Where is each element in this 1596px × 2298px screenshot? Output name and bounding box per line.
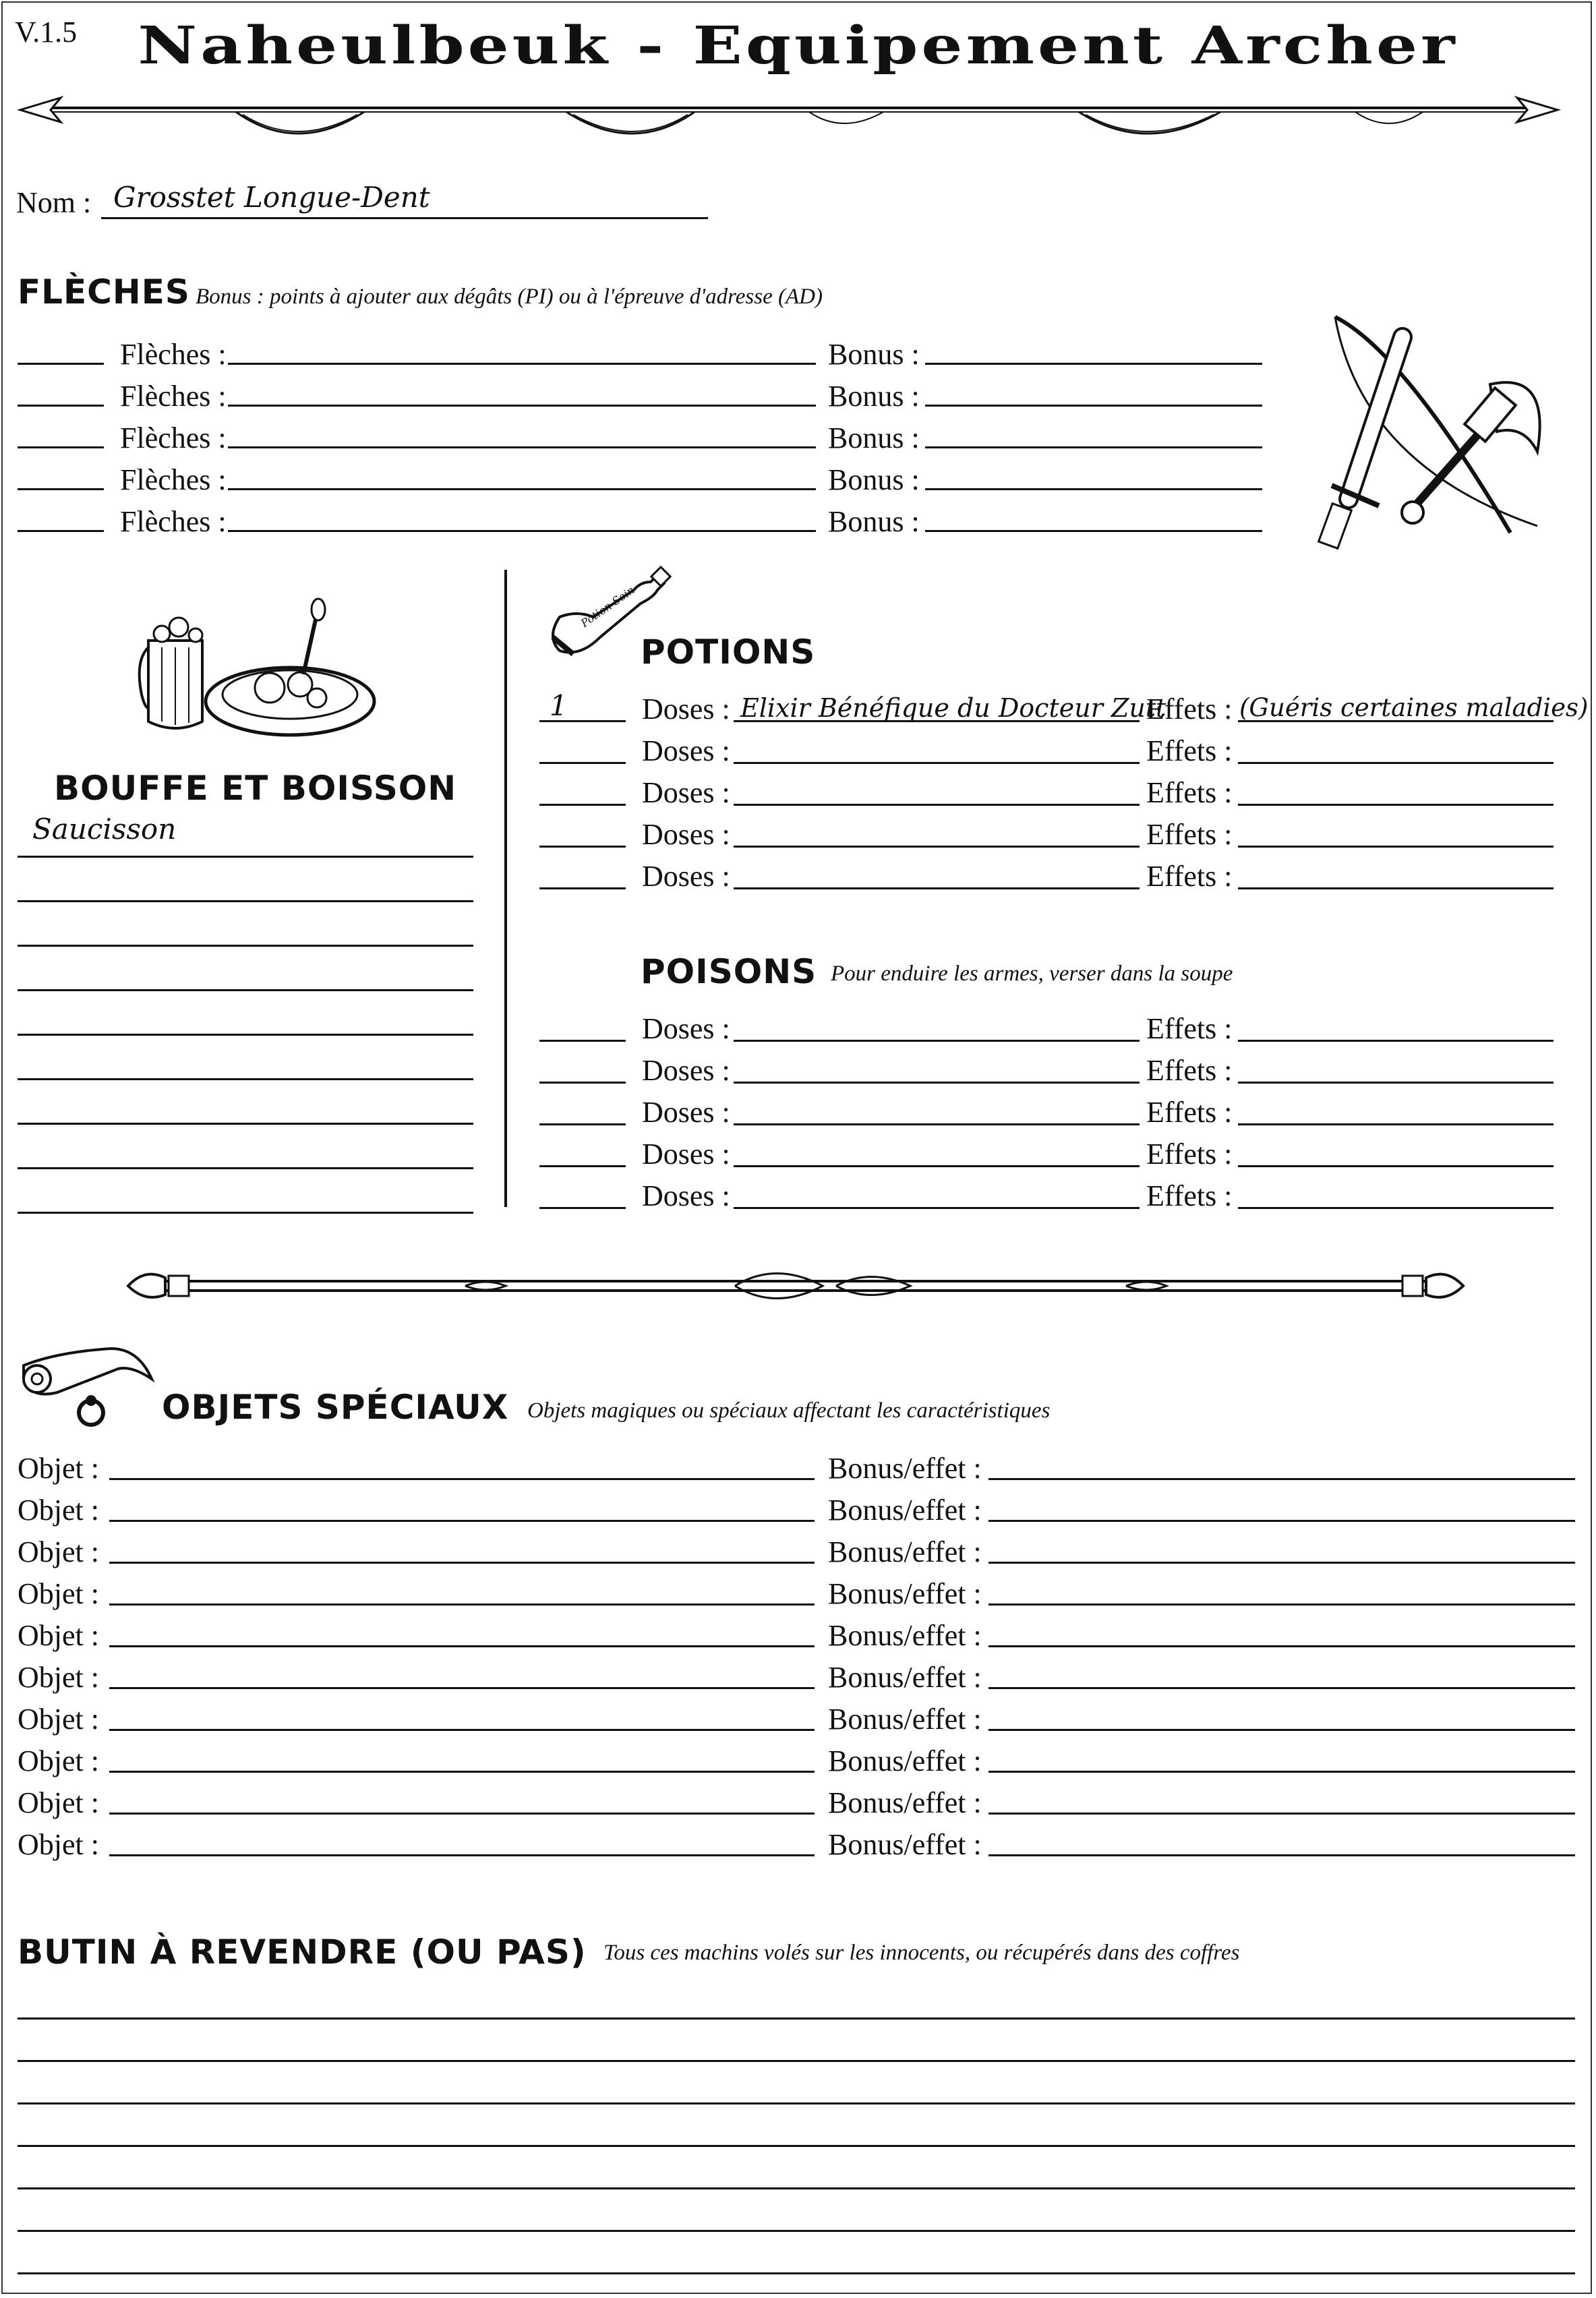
fleches-bonus-label: Bonus : bbox=[828, 380, 920, 413]
fleches-bonus-field[interactable] bbox=[925, 530, 1262, 532]
potion-name-field[interactable] bbox=[734, 887, 1140, 889]
poison-name-field[interactable] bbox=[734, 1123, 1140, 1125]
potion-effets-label: Effets : bbox=[1146, 734, 1233, 767]
objet-label: Objet : bbox=[18, 1452, 99, 1485]
bouffe-line[interactable] bbox=[18, 989, 473, 991]
fleches-bonus-field[interactable] bbox=[925, 363, 1262, 365]
bouffe-line[interactable] bbox=[18, 1212, 473, 1214]
poison-effect-field[interactable] bbox=[1238, 1123, 1554, 1125]
butin-line[interactable] bbox=[18, 2102, 1575, 2104]
fleches-bonus-label: Bonus : bbox=[828, 505, 920, 538]
poison-effect-field[interactable] bbox=[1238, 1040, 1554, 1042]
fleches-qty-field[interactable] bbox=[18, 446, 104, 448]
fleches-qty-field[interactable] bbox=[18, 363, 104, 365]
objet-bonus-label: Bonus/effet : bbox=[828, 1494, 982, 1527]
page-title: Naheulbeuk - Equipement Archer bbox=[138, 15, 1458, 76]
objet-bonus-field[interactable] bbox=[988, 1520, 1575, 1522]
crossed-weapons-icon bbox=[1322, 310, 1571, 553]
potion-effect-field[interactable] bbox=[1238, 804, 1554, 806]
fleches-label: Flèches : bbox=[120, 463, 227, 496]
butin-line[interactable] bbox=[18, 2187, 1575, 2189]
potion-doses-label: Doses : bbox=[642, 776, 730, 809]
potion-name-field[interactable] bbox=[734, 804, 1140, 806]
version-label: V.1.5 bbox=[15, 16, 78, 49]
poison-qty-field[interactable] bbox=[539, 1123, 626, 1125]
poison-qty-field[interactable] bbox=[539, 1082, 626, 1084]
objet-bonus-field[interactable] bbox=[988, 1813, 1575, 1815]
objet-label: Objet : bbox=[18, 1744, 99, 1777]
fleches-label: Flèches : bbox=[120, 421, 227, 454]
butin-line[interactable] bbox=[18, 2017, 1575, 2020]
potions-heading: POTIONS bbox=[641, 632, 816, 672]
objet-bonus-field[interactable] bbox=[988, 1645, 1575, 1647]
objet-label: Objet : bbox=[18, 1535, 99, 1568]
potion-name[interactable]: Elixir Bénéfique du Docteur Zutt bbox=[740, 693, 1166, 723]
objet-label: Objet : bbox=[18, 1619, 99, 1652]
objets-heading: OBJETS SPÉCIAUX bbox=[162, 1388, 509, 1427]
potion-effect[interactable]: (Guéris certaines maladies) bbox=[1239, 693, 1589, 722]
potion-bottle-label: Potion Soin bbox=[578, 583, 637, 630]
fleches-bonus-field[interactable] bbox=[925, 446, 1262, 448]
poison-qty-field[interactable] bbox=[539, 1165, 626, 1167]
poison-name-field[interactable] bbox=[734, 1082, 1140, 1084]
potion-doses-label: Doses : bbox=[642, 860, 730, 893]
bouffe-line[interactable] bbox=[18, 856, 473, 858]
objet-bonus-field[interactable] bbox=[988, 1854, 1575, 1856]
poison-effect-field[interactable] bbox=[1238, 1082, 1554, 1084]
objet-name-field[interactable] bbox=[109, 1645, 815, 1647]
potion-effets-label: Effets : bbox=[1146, 860, 1233, 893]
potion-doses-label: Doses : bbox=[642, 693, 730, 726]
poison-name-field[interactable] bbox=[734, 1165, 1140, 1167]
potion-effets-label: Effets : bbox=[1146, 693, 1233, 726]
objet-bonus-field[interactable] bbox=[988, 1771, 1575, 1773]
arrow-divider-icon bbox=[13, 88, 1564, 148]
potion-effets-label: Effets : bbox=[1146, 776, 1233, 809]
poison-name-field[interactable] bbox=[734, 1207, 1140, 1209]
objet-name-field[interactable] bbox=[109, 1854, 815, 1856]
butin-heading: BUTIN À REVENDRE (OU PAS) bbox=[18, 1933, 587, 1972]
objet-label: Objet : bbox=[18, 1703, 99, 1736]
name-line bbox=[101, 217, 708, 219]
bouffe-line[interactable] bbox=[18, 1123, 473, 1125]
bouffe-line[interactable] bbox=[18, 1078, 473, 1080]
objet-bonus-field[interactable] bbox=[988, 1603, 1575, 1605]
poisons-subtitle: Pour enduire les armes, verser dans la soupe bbox=[831, 962, 1233, 986]
poison-doses-label: Doses : bbox=[642, 1054, 730, 1087]
fleches-bonus-field[interactable] bbox=[925, 488, 1262, 490]
poison-qty-field[interactable] bbox=[539, 1040, 626, 1042]
objet-bonus-label: Bonus/effet : bbox=[828, 1661, 982, 1694]
scroll-ring-icon bbox=[17, 1338, 158, 1433]
objet-name-field[interactable] bbox=[109, 1813, 815, 1815]
fleches-name-field[interactable] bbox=[228, 488, 816, 490]
objet-bonus-label: Bonus/effet : bbox=[828, 1744, 982, 1777]
poison-qty-field[interactable] bbox=[539, 1207, 626, 1209]
fleches-subtitle: Bonus : points à ajouter aux dégâts (PI) ou à l'épreuve d'adresse (AD) bbox=[196, 285, 823, 309]
butin-subtitle: Tous ces machins volés sur les innocents, ou récupérés dans des coffres bbox=[603, 1941, 1240, 1965]
fleches-qty-field[interactable] bbox=[18, 530, 104, 532]
butin-line[interactable] bbox=[18, 2230, 1575, 2232]
objet-bonus-field[interactable] bbox=[988, 1687, 1575, 1689]
fleches-label: Flèches : bbox=[120, 338, 227, 371]
fleches-name-field[interactable] bbox=[228, 530, 816, 532]
fleches-bonus-field[interactable] bbox=[925, 405, 1262, 407]
bouffe-line[interactable] bbox=[18, 900, 473, 902]
fleches-heading: FLÈCHES bbox=[18, 272, 190, 312]
potion-doses-label: Doses : bbox=[642, 734, 730, 767]
fleches-bonus-label: Bonus : bbox=[828, 463, 920, 496]
poison-effets-label: Effets : bbox=[1146, 1138, 1233, 1171]
potion-effect-field[interactable] bbox=[1238, 846, 1554, 848]
fleches-label: Flèches : bbox=[120, 380, 227, 413]
poison-effets-label: Effets : bbox=[1146, 1054, 1233, 1087]
fleches-qty-field[interactable] bbox=[18, 405, 104, 407]
potion-qty-field[interactable] bbox=[539, 804, 626, 806]
objet-name-field[interactable] bbox=[109, 1687, 815, 1689]
poison-doses-label: Doses : bbox=[642, 1179, 730, 1212]
poison-effets-label: Effets : bbox=[1146, 1179, 1233, 1212]
objet-bonus-field[interactable] bbox=[988, 1478, 1575, 1480]
objet-name-field[interactable] bbox=[109, 1478, 815, 1480]
butin-line[interactable] bbox=[18, 2145, 1575, 2147]
potion-qty-field[interactable] bbox=[539, 846, 626, 848]
poisons-heading: POISONS bbox=[641, 952, 817, 991]
objet-label: Objet : bbox=[18, 1786, 99, 1819]
potion-qty-field[interactable] bbox=[539, 762, 626, 764]
fleches-name-field[interactable] bbox=[228, 446, 816, 448]
potion-qty-field[interactable] bbox=[539, 887, 626, 889]
poison-effect-field[interactable] bbox=[1238, 1207, 1554, 1209]
potion-doses-label: Doses : bbox=[642, 818, 730, 851]
column-divider bbox=[504, 570, 507, 1207]
bouffe-line[interactable] bbox=[18, 945, 473, 947]
fleches-label: Flèches : bbox=[120, 505, 227, 538]
objet-name-field[interactable] bbox=[109, 1520, 815, 1522]
objet-name-field[interactable] bbox=[109, 1562, 815, 1564]
poison-doses-label: Doses : bbox=[642, 1096, 730, 1129]
objets-subtitle: Objets magiques ou spéciaux affectant les caractéristiques bbox=[527, 1398, 1051, 1423]
objet-bonus-label: Bonus/effet : bbox=[828, 1535, 982, 1568]
potion-name-field[interactable] bbox=[734, 846, 1140, 848]
poison-effect-field[interactable] bbox=[1238, 1165, 1554, 1167]
objet-label: Objet : bbox=[18, 1577, 99, 1610]
fleches-name-field[interactable] bbox=[228, 405, 816, 407]
bouffe-line[interactable] bbox=[18, 1034, 473, 1036]
poison-effets-label: Effets : bbox=[1146, 1012, 1233, 1045]
butin-line[interactable] bbox=[18, 2272, 1575, 2274]
fleches-bonus-label: Bonus : bbox=[828, 338, 920, 371]
objet-bonus-field[interactable] bbox=[988, 1562, 1575, 1564]
objet-label: Objet : bbox=[18, 1494, 99, 1527]
poison-doses-label: Doses : bbox=[642, 1138, 730, 1171]
name-label: Nom : bbox=[16, 186, 92, 219]
butin-line[interactable] bbox=[18, 2060, 1575, 2062]
objet-name-field[interactable] bbox=[109, 1771, 815, 1773]
objet-name-field[interactable] bbox=[109, 1729, 815, 1731]
objet-bonus-field[interactable] bbox=[988, 1729, 1575, 1731]
potion-effets-label: Effets : bbox=[1146, 818, 1233, 851]
objet-bonus-label: Bonus/effet : bbox=[828, 1703, 982, 1736]
potion-effect-field[interactable] bbox=[1238, 762, 1554, 764]
poison-doses-label: Doses : bbox=[642, 1012, 730, 1045]
objet-label: Objet : bbox=[18, 1661, 99, 1694]
bouffe-heading: BOUFFE ET BOISSON bbox=[54, 769, 457, 808]
objet-bonus-label: Bonus/effet : bbox=[828, 1619, 982, 1652]
potion-qty[interactable]: 1 bbox=[550, 689, 568, 722]
potion-effect-field[interactable] bbox=[1238, 887, 1554, 889]
fleches-qty-field[interactable] bbox=[18, 488, 104, 490]
bouffe-item[interactable]: Saucisson bbox=[32, 813, 177, 846]
poison-name-field[interactable] bbox=[734, 1040, 1140, 1042]
objet-bonus-label: Bonus/effet : bbox=[828, 1577, 982, 1610]
objet-label: Objet : bbox=[18, 1828, 99, 1861]
objet-bonus-label: Bonus/effet : bbox=[828, 1786, 982, 1819]
objet-bonus-label: Bonus/effet : bbox=[828, 1828, 982, 1861]
name-value[interactable]: Grosstet Longue-Dent bbox=[113, 181, 430, 214]
objet-name-field[interactable] bbox=[109, 1603, 815, 1605]
objet-bonus-label: Bonus/effet : bbox=[828, 1452, 982, 1485]
staff-divider-icon bbox=[128, 1261, 1463, 1315]
bouffe-line[interactable] bbox=[18, 1167, 473, 1169]
fleches-name-field[interactable] bbox=[228, 363, 816, 365]
food-drink-icon bbox=[135, 600, 378, 742]
potion-name-field[interactable] bbox=[734, 762, 1140, 764]
poison-effets-label: Effets : bbox=[1146, 1096, 1233, 1129]
fleches-bonus-label: Bonus : bbox=[828, 421, 920, 454]
